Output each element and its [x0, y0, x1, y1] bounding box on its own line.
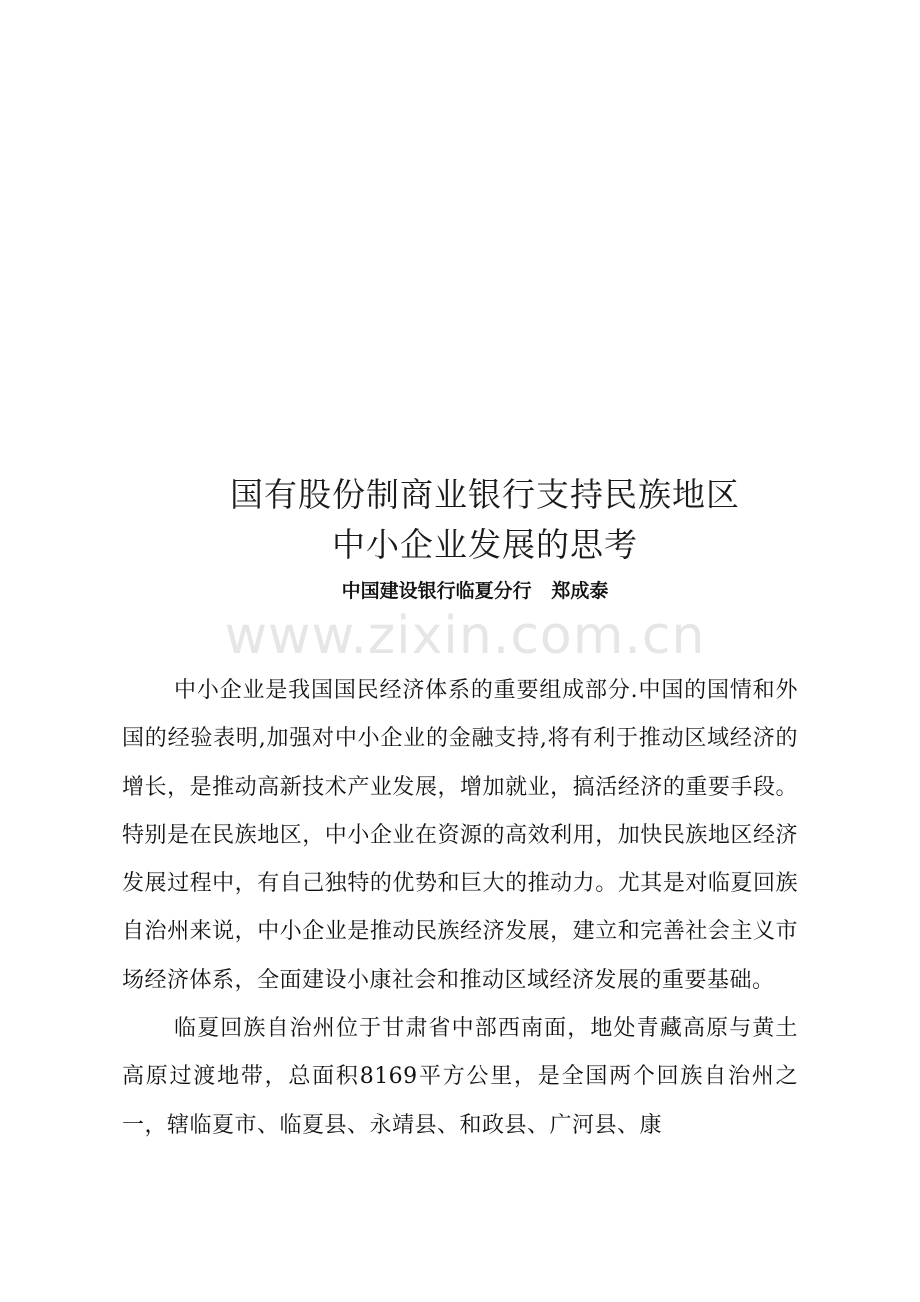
watermark: www.zixin.com.cn [224, 606, 706, 666]
paragraph-1: 中小企业是我国国民经济体系的重要组成部分.中国的国情和外国的经验表明,加强对中小企业的金融支持,将有利于推动区域经济的增长，是推动高新技术产业发展，增加就业，搞活经济的重要手段。特别是在民族地区，中小企业在资源的高效利用，加快民族地区经济发展过程中，有自己独特的优势和巨大的推动力。尤其是对临夏回族自治州来说，中小企业是推动民族经济发展，建立和完善社会主义市场经济体系，全面建设小康社会和推动区域经济发展的重要基础。 [122, 678, 798, 993]
body-text [122, 667, 798, 1150]
document-title [0, 470, 920, 570]
title-line-1: 国有股份制商业银行支持民族地区 [230, 475, 740, 514]
paragraph-2: 临夏回族自治州位于甘肃省中部西南面，地处青藏高原与黄土高原过渡地带，总面积8169平方公里，是全国两个回族自治州之一，辖临夏市、临夏县、永靖县、和政县、广河县、康 [122, 1016, 798, 1138]
title-line-2: 中小企业发展的思考 [332, 525, 638, 564]
author-byline: 中国建设银行临夏分行 郑成泰 [341, 580, 609, 602]
